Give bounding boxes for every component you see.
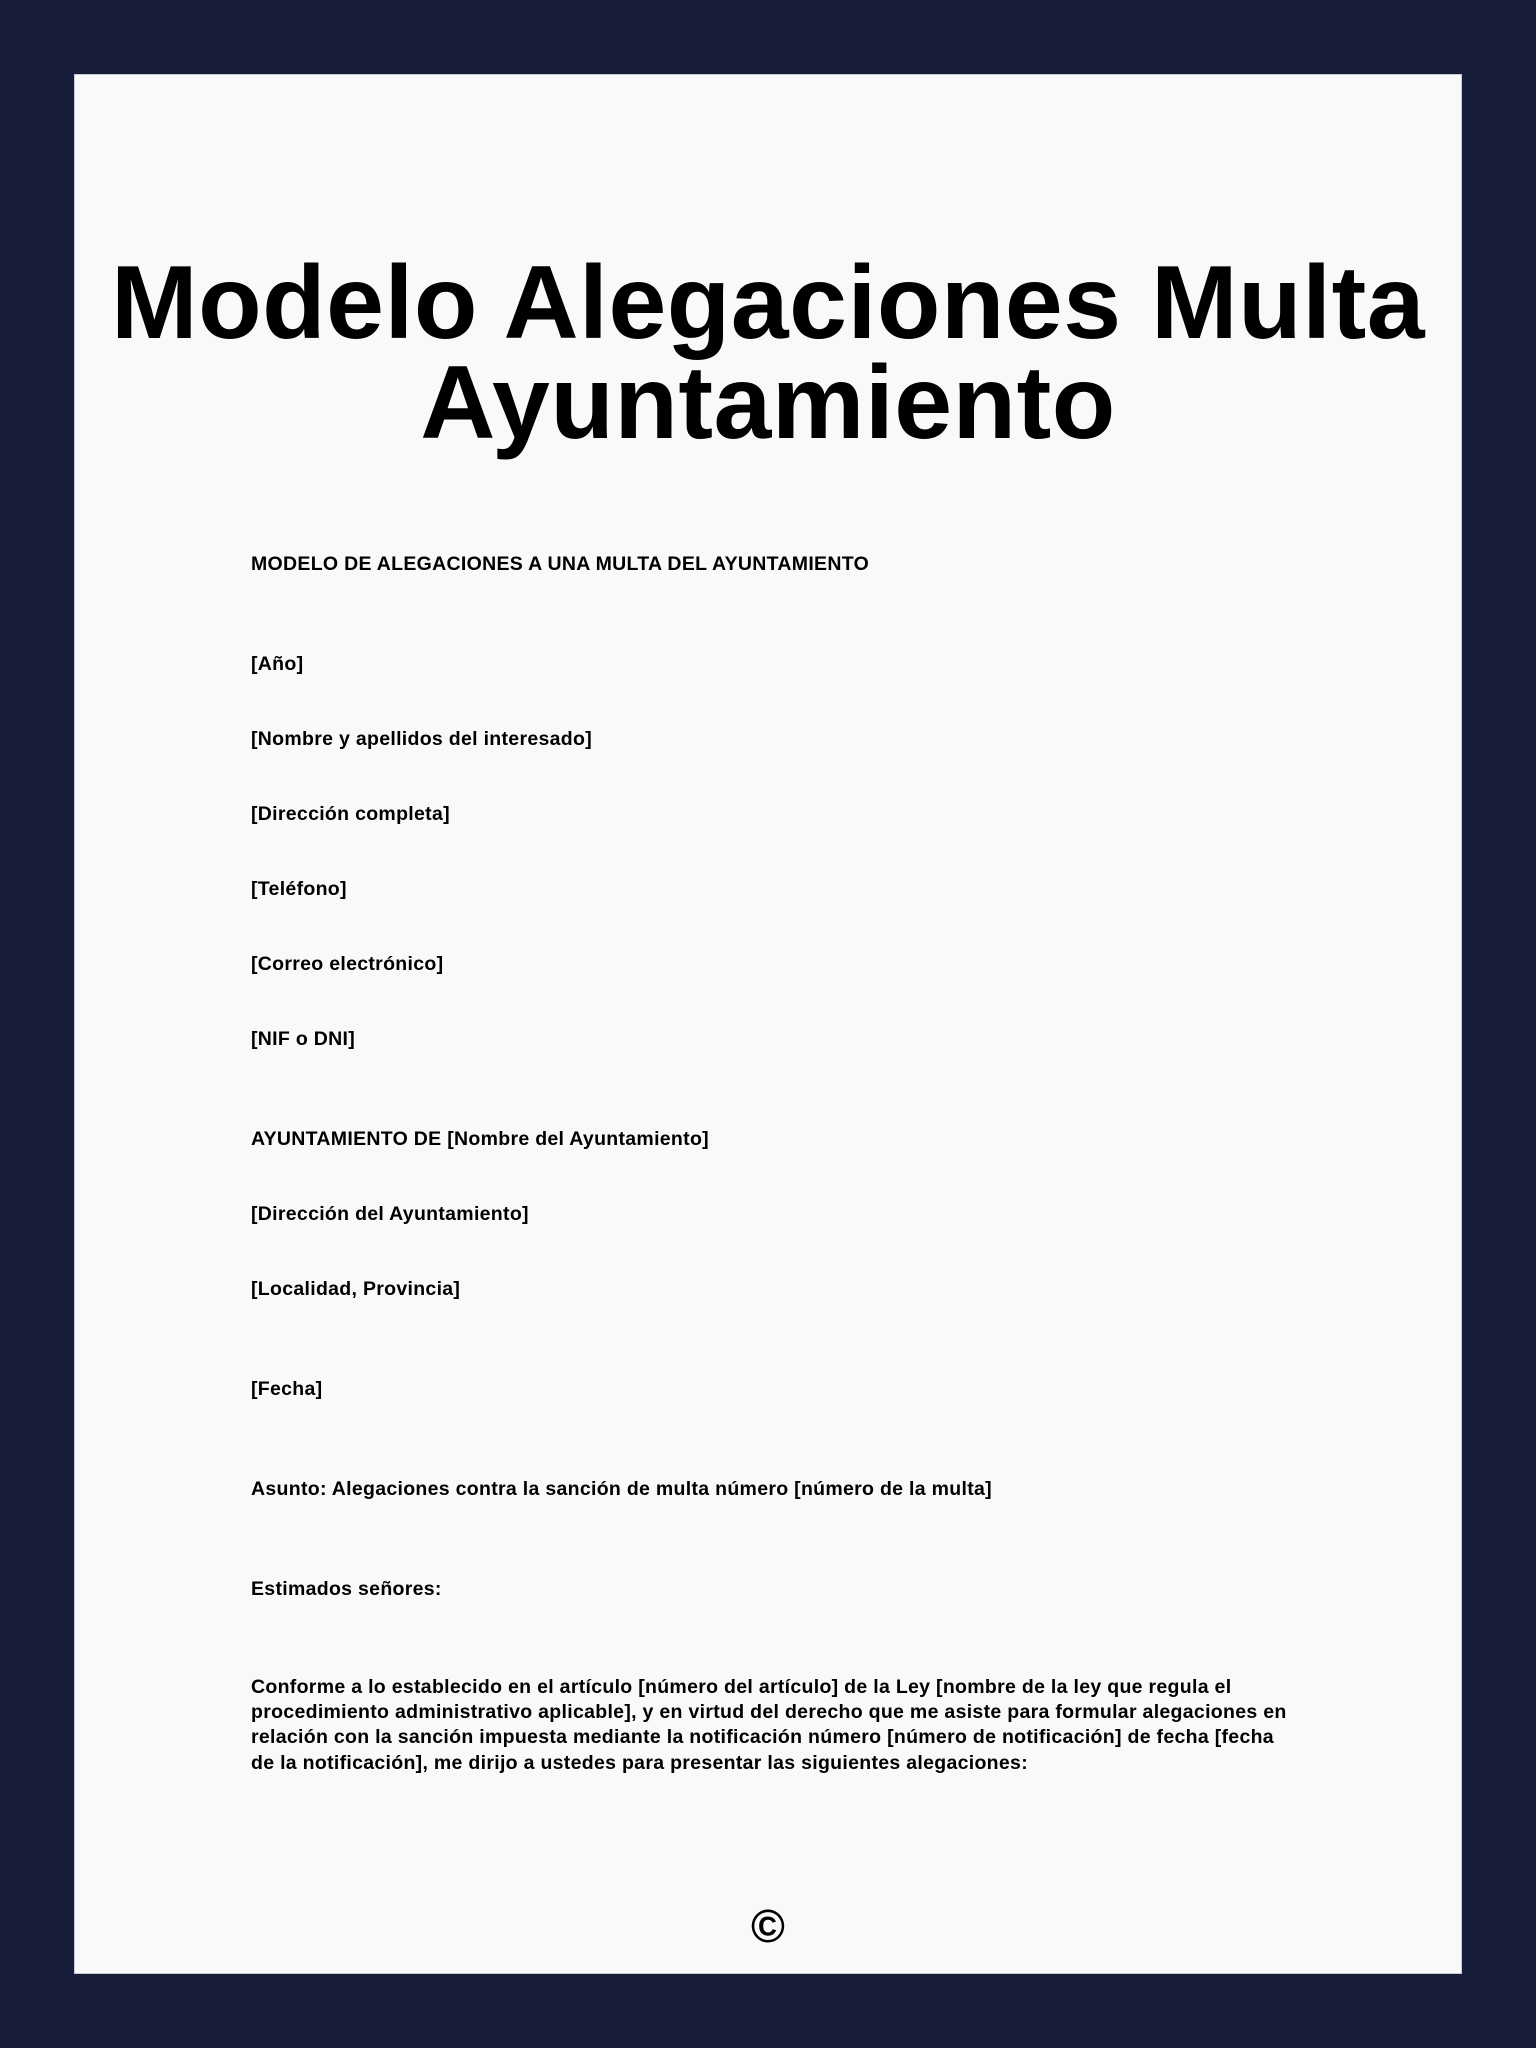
letter-greeting: Estimados señores: <box>251 1578 442 1600</box>
letter-date: [Fecha] <box>251 1378 323 1400</box>
copyright-icon: © <box>751 1900 785 1952</box>
document-title <box>75 245 1461 461</box>
recipient-council: AYUNTAMIENTO DE [Nombre del Ayuntamiento] <box>251 1128 709 1150</box>
title-line-2: Ayuntamiento <box>420 345 1116 461</box>
body-paragraph: Conforme a lo establecido en el artículo [número del artículo] de la Ley [nombre de la ley que regula el procedimiento administrativo aplicable], y en virtud del derecho que me asiste para formular alegaciones en relación con la sanción impuesta mediante la notificación número [número de notificación] de fecha [fecha de la notificación], me dirijo a ustedes para presentar las siguientes alegaciones: <box>251 1676 1287 1774</box>
document-page <box>74 74 1462 1974</box>
sender-year: [Año] <box>251 653 304 675</box>
sender-phone: [Teléfono] <box>251 878 347 900</box>
sender-name: [Nombre y apellidos del interesado] <box>251 728 592 750</box>
letter-subject: Asunto: Alegaciones contra la sanción de multa número [número de la multa] <box>251 1478 992 1500</box>
sender-email: [Correo electrónico] <box>251 953 444 975</box>
document-heading: MODELO DE ALEGACIONES A UNA MULTA DEL AYUNTAMIENTO <box>251 553 870 575</box>
sender-id: [NIF o DNI] <box>251 1028 356 1050</box>
sender-address: [Dirección completa] <box>251 803 450 825</box>
recipient-address: [Dirección del Ayuntamiento] <box>251 1203 529 1225</box>
recipient-locality: [Localidad, Provincia] <box>251 1278 461 1300</box>
title-line-1: Modelo Alegaciones Multa <box>110 245 1426 361</box>
